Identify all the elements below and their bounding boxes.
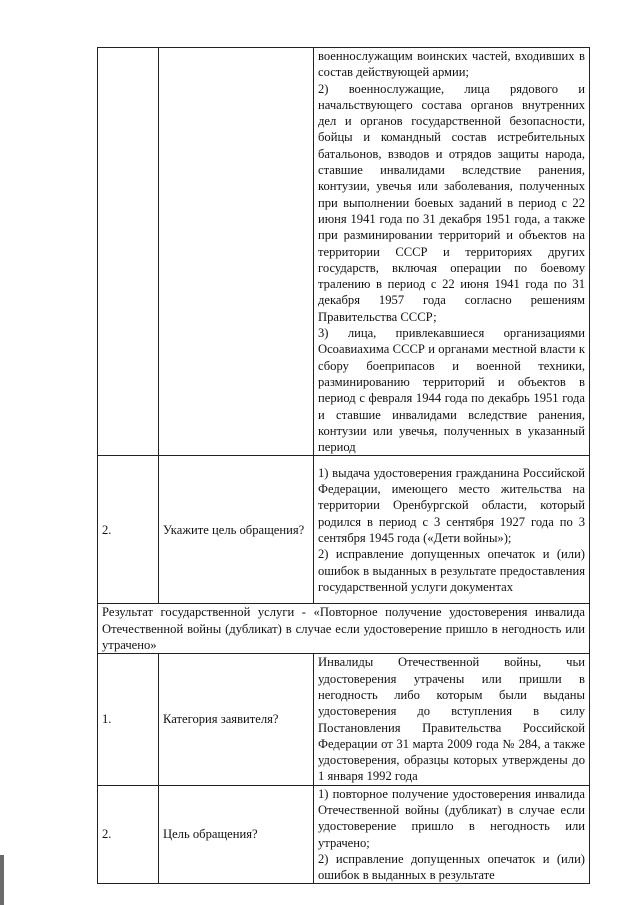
answer-cell	[314, 456, 590, 604]
question-text: Цель обращения?	[159, 785, 314, 884]
question-cell	[159, 48, 314, 456]
answer-text: 2) исправление допущенных опечаток и (или) ошибок в выданных в результате предоставления государственной услуги документах	[318, 547, 585, 594]
table-row-purpose-duplicate	[98, 785, 590, 884]
answer-text: 3) лица, привлекавшиеся организациями Осоавиахима СССР и органами местной власти к сбору боеприпасов и военной техники, разминированию территорий и объектов в период с февраля 1944 года по декабрь 1951 года и ставшие инвалидами вследствие ранения, контузии или увечья, полученных в указанный период	[318, 326, 585, 455]
table-row-purpose	[98, 456, 590, 604]
answer-text: 2) военнослужащие, лица рядового и начальствующего состава органов внутренних дел и органов государственной безопасности, бойцы и командный состав истребительных батальонов, взводов и отрядов защиты народа, ставшие инвалидами вследствие ранения, контузии, увечья или заболевания, полученных при выполнении боевых заданий в период с 22 июня 1941 года по 31 декабря 1951 года, а также при разминировании территорий и объектов на территории СССР и территориях других государств, включая операции по боевому тралению в период с 22 июня 1941 года по 31 декабря 1957 года согласно решениям Правительства СССР;	[318, 81, 585, 324]
question-text: Укажите цель обращения?	[159, 456, 314, 604]
answer-cell	[314, 654, 590, 785]
answer-text: 1) выдача удостоверения гражданина Российской Федерации, имеющего место жительства на территории Оренбургской области, который родился в период с 3 сентября 1927 года по 3 сентября 1945 года («Дети войны»);	[318, 465, 585, 545]
table-row-category	[98, 654, 590, 785]
service-criteria-table	[97, 47, 590, 884]
answer-text: 2) исправление допущенных опечаток и (или) ошибок в выданных в результате	[318, 851, 585, 883]
table-row-continuation	[98, 48, 590, 456]
row-number: 2.	[98, 785, 159, 884]
scan-edge-shadow	[0, 855, 4, 905]
question-text: Категория заявителя?	[159, 654, 314, 785]
answer-text: военнослужащим воинских частей, входивших в состав действующей армии;	[318, 49, 585, 80]
result-heading: Результат государственной услуги - «Повторное получение удостоверения инвалида Отечественной войны (дубликат) в случае если удостоверение пришло в негодность или утрачено»	[98, 604, 590, 654]
answer-text: 1) повторное получение удостоверения инвалида Отечественной войны (дубликат) в случае если удостоверение пришло в негодность или утрачено;	[318, 786, 585, 850]
table-row-result-heading	[98, 604, 590, 654]
row-number: 2.	[98, 456, 159, 604]
number-cell	[98, 48, 159, 456]
row-number: 1.	[98, 654, 159, 785]
answer-cell	[314, 785, 590, 884]
answer-cell	[314, 48, 590, 456]
answer-text: Инвалиды Отечественной войны, чьи удостоверения утрачены или пришли в негодность либо которым были выданы удостоверения до вступления в силу Постановления Правительства Российской Федерации от 31 марта 2009 года № 284, а также удостоверения, образцы которых утверждены до 1 января 1992 года	[318, 655, 585, 784]
